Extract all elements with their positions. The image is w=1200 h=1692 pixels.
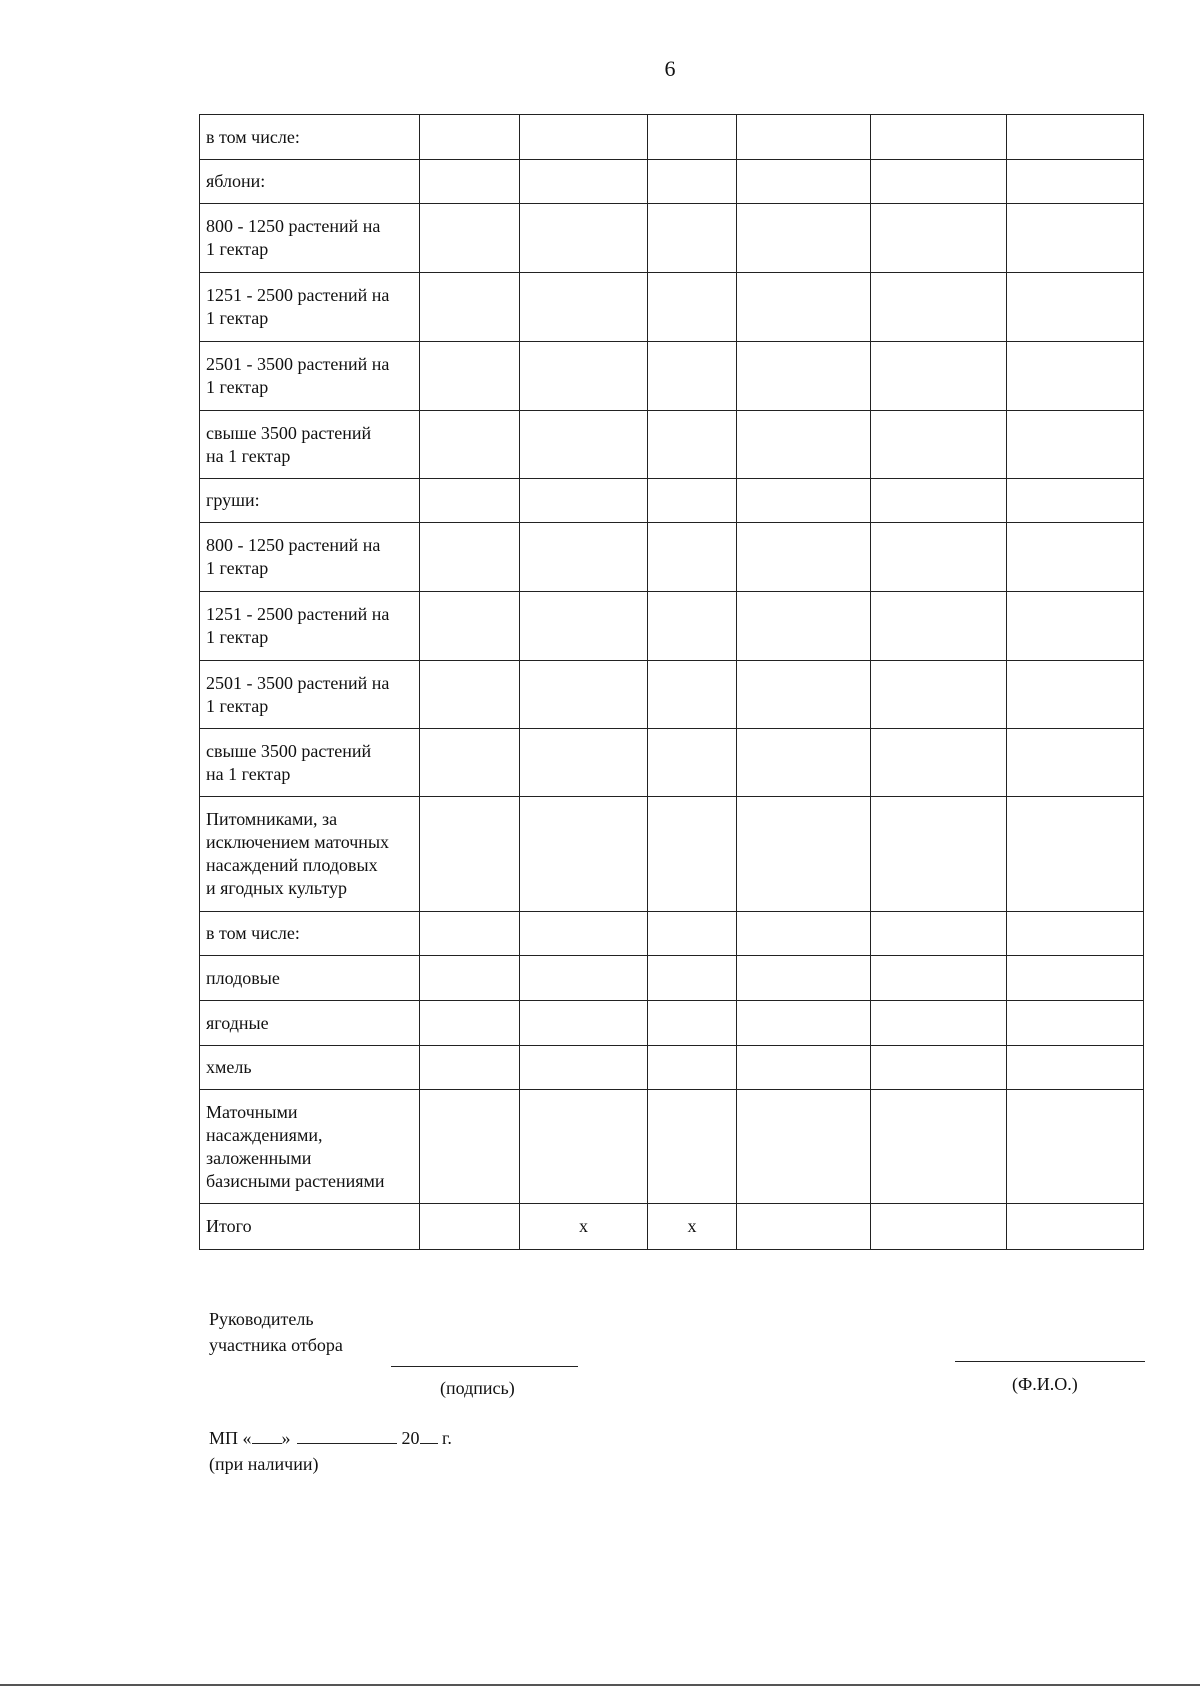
table-cell[interactable] [520,479,648,523]
month-blank[interactable] [297,1425,397,1444]
table-cell[interactable] [737,160,871,204]
table-cell[interactable] [1007,1204,1144,1250]
row-label-line: 2501 - 3500 растений на [206,672,390,693]
table-cell[interactable] [871,956,1007,1001]
table-cell[interactable] [1007,411,1144,479]
row-label-cell [200,729,420,797]
table-cell[interactable] [871,1046,1007,1090]
table-cell[interactable] [648,479,737,523]
year-prefix: 20 [401,1428,420,1448]
table-cell[interactable] [737,912,871,956]
row-label-cell [200,411,420,479]
table-row [200,1046,1144,1090]
table-cell[interactable] [1007,729,1144,797]
table-cell[interactable] [520,912,648,956]
table-cell[interactable] [648,273,737,342]
table-cell[interactable] [871,160,1007,204]
table-cell[interactable] [648,1090,737,1204]
table-cell[interactable] [871,797,1007,912]
table-cell[interactable] [420,661,520,729]
table-cell[interactable] [737,661,871,729]
row-label-cell [200,592,420,661]
table-cell[interactable] [420,115,520,160]
row-label-line: насаждениями, [206,1124,323,1145]
year-suffix: г. [442,1428,452,1448]
table-cell[interactable] [520,797,648,912]
row-label-line: насаждений плодовых [206,855,378,875]
table-row [200,956,1144,1001]
table-cell[interactable] [420,912,520,956]
table-cell[interactable] [1007,342,1144,411]
table-cell[interactable] [871,342,1007,411]
row-label-line: 1 гектар [206,308,269,328]
table-row [200,479,1144,523]
table-cell[interactable] [648,1046,737,1090]
mp-quote-close: » [281,1428,291,1448]
mp-label: МП « [209,1428,252,1448]
table-row [200,411,1144,479]
row-label-line: заложенными [206,1147,312,1168]
row-label-line: 1 гектар [206,695,269,716]
table-cell[interactable] [1007,912,1144,956]
table-cell[interactable] [420,160,520,204]
table-cell[interactable] [1007,1001,1144,1046]
row-label-cell [200,956,420,1001]
stamp-note: (при наличии) [209,1454,319,1474]
table-cell[interactable] [648,115,737,160]
table-cell[interactable] [871,273,1007,342]
table-cell[interactable] [737,797,871,912]
table-row [200,797,1144,912]
row-label-line: свыше 3500 растений [206,740,372,761]
table-cell[interactable] [871,592,1007,661]
table-cell[interactable] [737,1001,871,1046]
table-cell[interactable] [520,204,648,273]
row-label-cell [200,479,420,523]
signature-caption: (подпись) [440,1378,515,1398]
table-row [200,729,1144,797]
row-label-cell [200,1090,420,1204]
table-cell[interactable] [871,1090,1007,1204]
table-cell[interactable] [737,1204,871,1250]
row-label-line: на 1 гектар [206,445,291,466]
table-row [200,661,1144,729]
head-title: Руководитель [209,1309,314,1329]
table-cell[interactable] [420,204,520,273]
row-label-line: на 1 гектар [206,763,291,784]
signature-block [209,1306,343,1358]
row-label-line: в том числе: [206,126,300,147]
table-cell[interactable] [648,160,737,204]
table-cell[interactable] [737,115,871,160]
table-cell[interactable] [737,1090,871,1204]
table-row [200,342,1144,411]
row-label-line: Итого [206,1216,252,1236]
stamp-date-block [209,1425,452,1477]
table-cell[interactable] [871,479,1007,523]
table-cell[interactable] [737,479,871,523]
table-cell[interactable] [1007,160,1144,204]
table-cell[interactable] [648,661,737,729]
row-label-cell [200,1046,420,1090]
table-cell[interactable] [420,411,520,479]
table-cell[interactable] [520,1090,648,1204]
scan-edge-line [0,1684,1200,1686]
table-cell[interactable] [648,956,737,1001]
table-cell[interactable] [420,273,520,342]
participant-label: участника отбора [209,1335,343,1355]
row-label-line: Маточными [206,1101,298,1122]
table-row [200,160,1144,204]
table-cell[interactable] [1007,1046,1144,1090]
table-cell[interactable] [737,729,871,797]
row-label-cell [200,273,420,342]
table-row [200,1001,1144,1046]
table-row [200,1090,1144,1204]
row-label-line: 800 - 1250 растений на [206,216,381,236]
row-label-cell [200,1204,420,1250]
table-cell[interactable] [520,661,648,729]
table-cell[interactable]: х [520,1204,648,1250]
row-label-line: груши: [206,490,260,510]
row-label-cell [200,1001,420,1046]
table-cell[interactable] [871,661,1007,729]
table-cell[interactable] [1007,661,1144,729]
table-cell[interactable] [520,523,648,592]
table-cell[interactable] [871,1204,1007,1250]
row-label-line: свыше 3500 растений [206,422,372,443]
row-label-cell [200,523,420,592]
day-blank[interactable] [252,1425,282,1444]
table-cell[interactable] [871,204,1007,273]
table-cell[interactable] [1007,479,1144,523]
table-cell[interactable] [520,956,648,1001]
table-row [200,1204,1144,1250]
table-cell[interactable] [737,342,871,411]
table-cell[interactable] [871,912,1007,956]
table-cell[interactable] [871,115,1007,160]
table-cell[interactable] [420,342,520,411]
row-label-line: 1251 - 2500 растений на [206,604,390,624]
table-cell[interactable] [871,411,1007,479]
table-cell[interactable] [648,797,737,912]
table-cell[interactable] [648,204,737,273]
row-label-line: ягодные [206,1012,269,1033]
row-label-cell [200,342,420,411]
table-cell[interactable] [520,729,648,797]
table-cell[interactable] [520,342,648,411]
table-row [200,523,1144,592]
row-label-line: 1251 - 2500 растений на [206,285,390,305]
row-label-line: 2501 - 3500 растений на [206,354,390,374]
row-label-cell [200,912,420,956]
table-cell[interactable] [737,1046,871,1090]
table-cell[interactable] [1007,115,1144,160]
data-table [199,114,1144,1250]
row-label-cell [200,797,420,912]
table-row [200,273,1144,342]
table-cell[interactable] [871,523,1007,592]
row-label-line: 1 гектар [206,558,269,578]
row-label-line: 800 - 1250 растений на [206,535,381,555]
row-label-line: 1 гектар [206,239,269,259]
table-cell[interactable] [1007,1090,1144,1204]
table-row [200,115,1144,160]
table-cell[interactable] [520,115,648,160]
table-cell[interactable] [871,729,1007,797]
row-label-line: хмель [206,1057,252,1077]
page-number: 6 [664,56,676,81]
table-cell[interactable] [420,797,520,912]
table-cell[interactable] [648,592,737,661]
table-cell[interactable] [420,1001,520,1046]
name-caption: (Ф.И.О.) [1012,1374,1078,1394]
table-cell[interactable] [420,1204,520,1250]
table-cell[interactable] [737,411,871,479]
table-cell[interactable] [520,273,648,342]
table-cell[interactable] [648,912,737,956]
table-cell[interactable] [648,411,737,479]
name-line[interactable] [955,1361,1145,1362]
table-cell[interactable] [1007,956,1144,1001]
table-cell[interactable] [737,523,871,592]
table-cell[interactable] [420,1046,520,1090]
row-label-line: 1 гектар [206,627,269,647]
table-row [200,204,1144,273]
row-label-line: в том числе: [206,923,300,943]
table-row [200,912,1144,956]
table-cell[interactable] [1007,273,1144,342]
row-label-cell [200,661,420,729]
table-cell[interactable] [648,342,737,411]
table-cell[interactable] [520,592,648,661]
row-label-line: Питомниками, за [206,809,338,829]
table-cell[interactable] [420,1090,520,1204]
table-cell[interactable] [1007,204,1144,273]
table-cell[interactable] [871,1001,1007,1046]
table-cell[interactable] [420,956,520,1001]
table-cell[interactable] [648,729,737,797]
table-cell[interactable] [420,729,520,797]
table-cell[interactable]: х [648,1204,737,1250]
table-cell[interactable] [420,592,520,661]
table-cell[interactable] [1007,797,1144,912]
row-label-line: яблони: [206,171,266,191]
table-cell[interactable] [420,479,520,523]
table-cell[interactable] [1007,592,1144,661]
table-cell[interactable] [648,523,737,592]
row-label-line: плодовые [206,967,280,988]
table-cell[interactable] [1007,523,1144,592]
row-label-line: и ягодных культур [206,878,348,898]
table-cell[interactable] [520,1001,648,1046]
table-cell[interactable] [520,411,648,479]
table-cell[interactable] [520,1046,648,1090]
table-cell[interactable] [737,592,871,661]
table-cell[interactable] [737,956,871,1001]
table-cell[interactable] [420,523,520,592]
row-label-line: базисными растениями [206,1170,385,1191]
row-label-line: 1 гектар [206,377,269,397]
row-label-cell [200,115,420,160]
stamp-date-line [209,1425,452,1451]
year-blank[interactable] [420,1425,438,1444]
row-label-line: исключением маточных [206,832,390,852]
table-row [200,592,1144,661]
row-label-cell [200,204,420,273]
table-cell[interactable] [737,204,871,273]
table-cell[interactable] [520,160,648,204]
table-cell[interactable] [737,273,871,342]
row-label-cell [200,160,420,204]
table-cell[interactable] [648,1001,737,1046]
signature-line[interactable] [391,1366,578,1367]
